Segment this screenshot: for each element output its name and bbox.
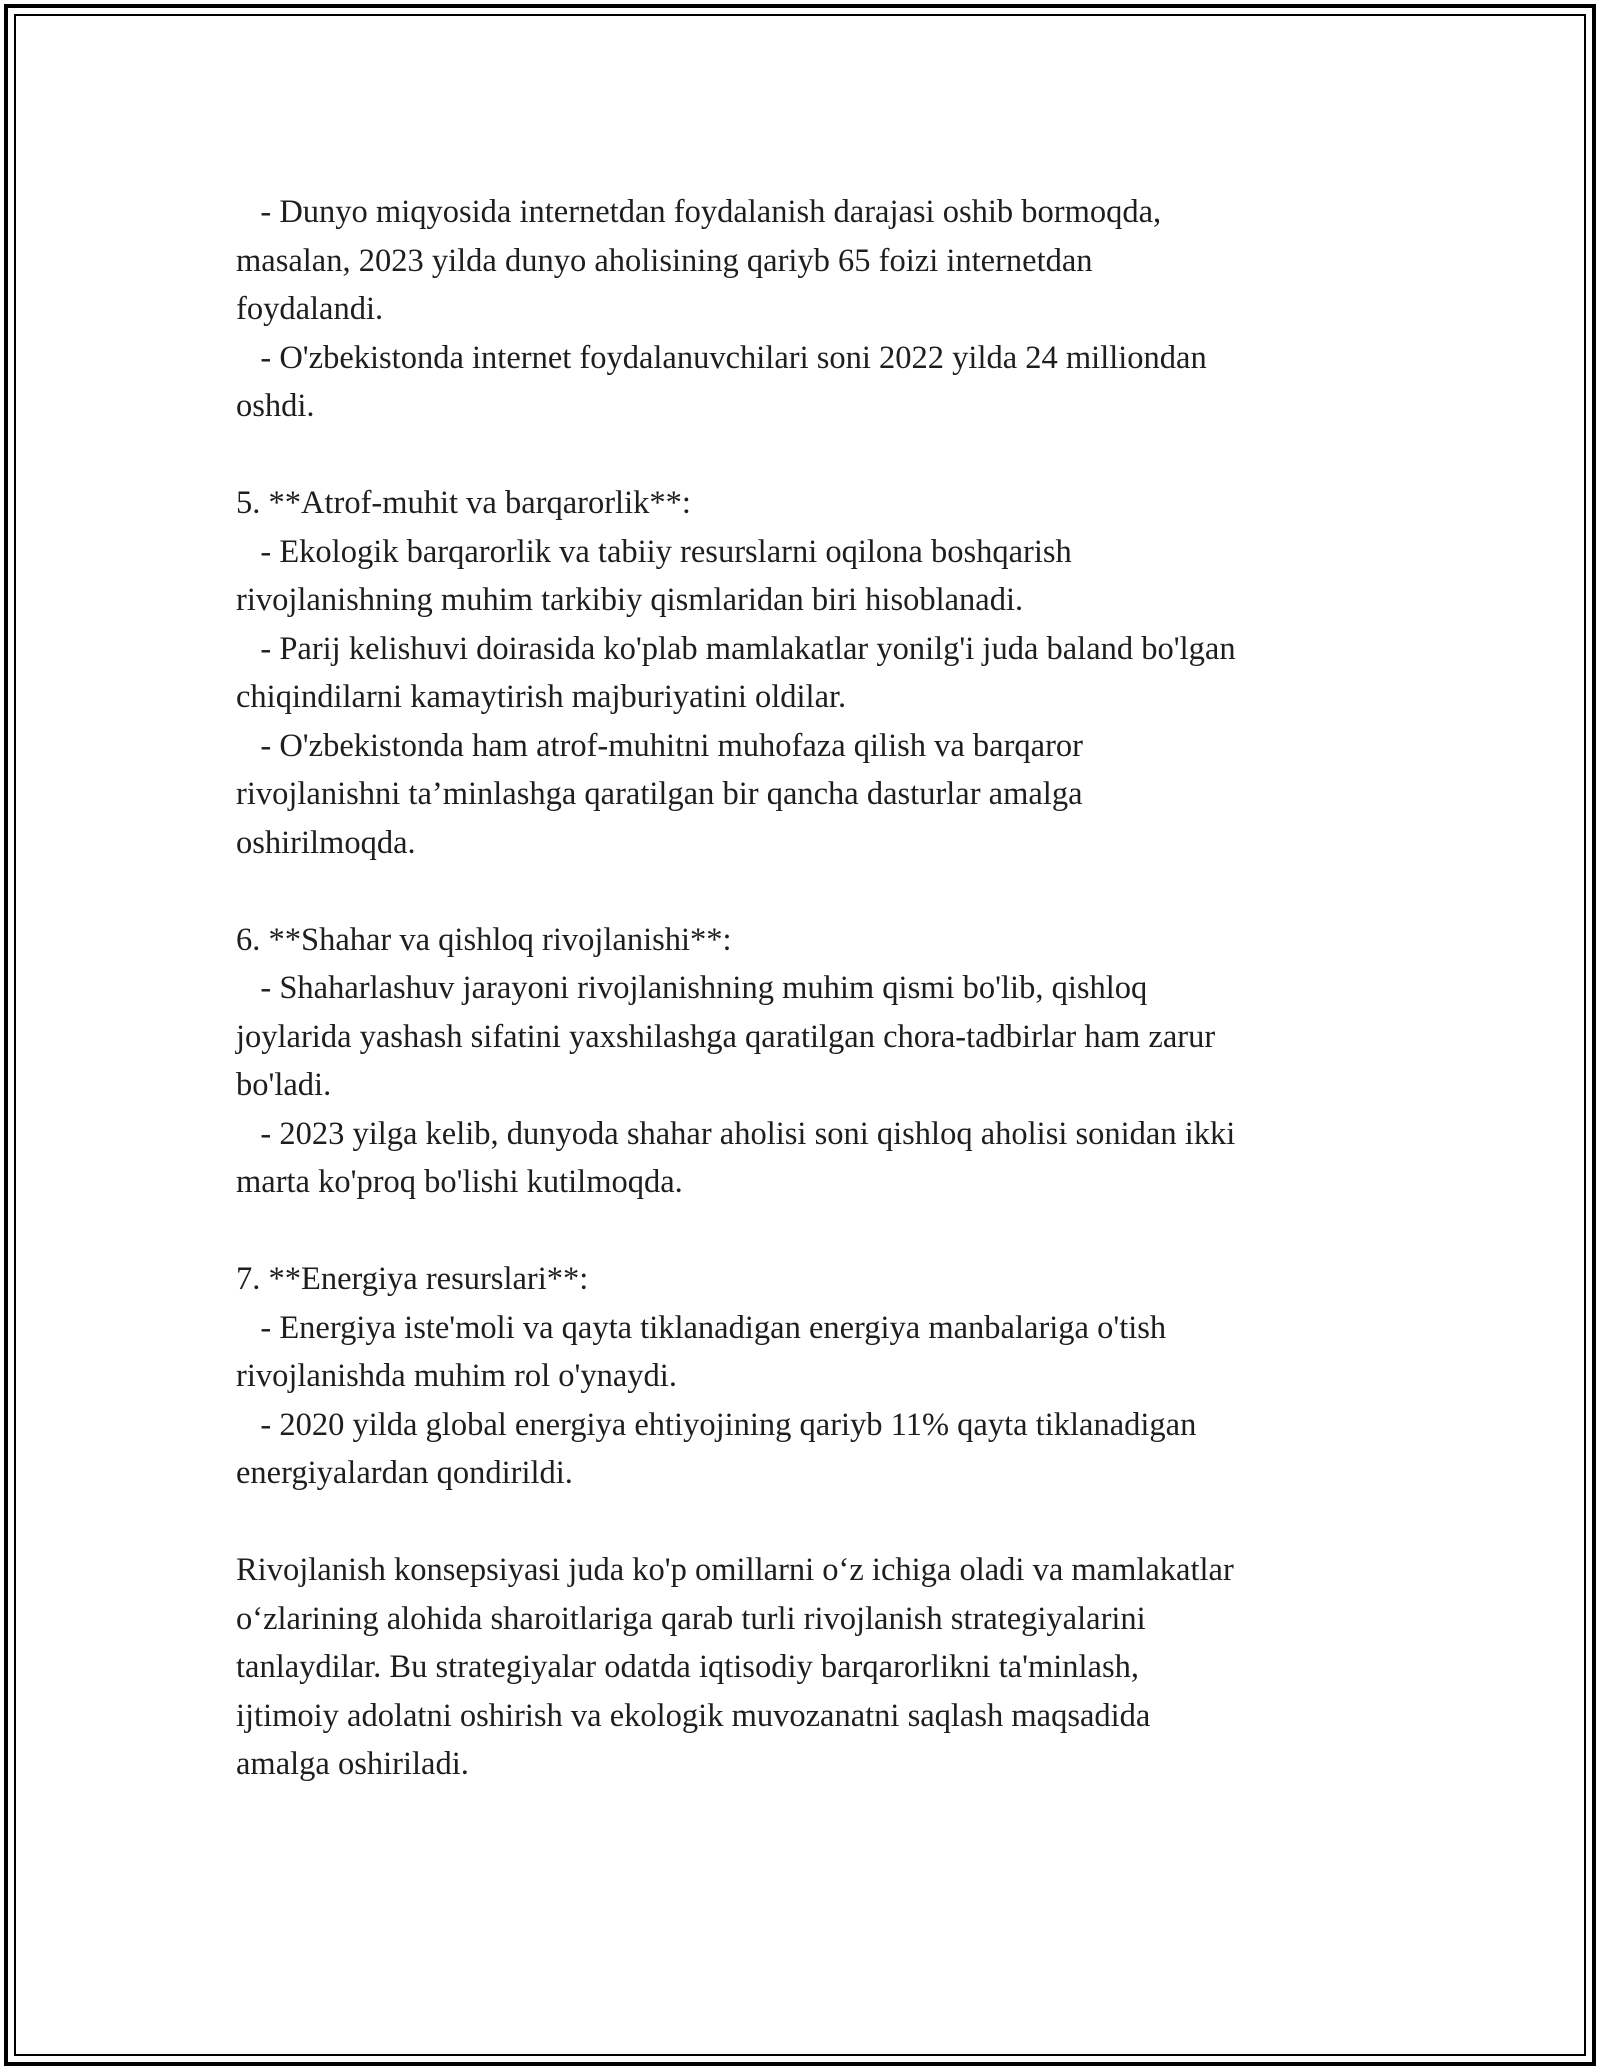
text-line: - Shaharlashuv jarayoni rivojlanishning muhim qismi bo'lib, qishloq (236, 970, 1148, 1006)
text-line: o‘zlarining alohida sharoitlariga qarab turli rivojlanish strategiyalarini (236, 1600, 1146, 1637)
text-line: tanlaydilar. Bu strategiyalar odatda iqtisodiy barqarorlikni ta'minlash, (236, 1649, 1139, 1685)
text-line: oshdi. (236, 388, 315, 424)
text-line: - O'zbekistonda ham atrof-muhitni muhofaza qilish va barqaror (236, 727, 1083, 764)
text-line: 6. **Shahar va qishloq rivojlanishi**: (236, 921, 732, 958)
text-line: 7. **Energiya resurslari**: (236, 1261, 589, 1297)
paragraph-gap (236, 867, 1396, 916)
text-line: marta ko'proq bo'lishi kutilmoqda. (236, 1164, 683, 1200)
paragraph-gap (236, 431, 1396, 480)
paragraph-gap (236, 1498, 1396, 1547)
text-line: chiqindilarni kamaytirish majburiyatini oldilar. (236, 679, 847, 715)
text-line: 5. **Atrof-muhit va barqarorlik**: (236, 485, 691, 521)
text-line: - Dunyo miqyosida internetdan foydalanish darajasi oshib bormoqda, (236, 194, 1162, 230)
text-line: - Parij kelishuvi doirasida ko'plab mamlakatlar yonilg'i juda baland bo'lgan (236, 630, 1236, 667)
text-line: foydalandi. (236, 291, 384, 327)
text-line: - 2020 yilda global energiya ehtiyojining qariyb 11% qayta tiklanadigan (236, 1406, 1197, 1443)
text-line: - Ekologik barqarorlik va tabiiy resurslarni oqilona boshqarish (236, 533, 1072, 570)
text-line: masalan, 2023 yilda dunyo aholisining qariyb 65 foizi internetdan (236, 242, 1093, 279)
text-line: - O'zbekistonda internet foydalanuvchilari soni 2022 yilda 24 milliondan (236, 339, 1207, 376)
text-line: rivojlanishda muhim rol o'ynaydi. (236, 1358, 677, 1394)
text-line: Rivojlanish konsepsiyasi juda ko'p omillarni o‘z ichiga oladi va mamlakatlar (236, 1552, 1234, 1588)
text-line: oshirilmoqda. (236, 824, 416, 861)
text-line: - 2023 yilga kelib, dunyoda shahar aholisi soni qishloq aholisi sonidan ikki (236, 1115, 1236, 1152)
text-line: bo'ladi. (236, 1067, 332, 1103)
text-line: rivojlanishni ta’minlashga qaratilgan bir qancha dasturlar amalga (236, 776, 1083, 812)
text-line: rivojlanishning muhim tarkibiy qismlaridan biri hisoblanadi. (236, 582, 1024, 618)
text-line: energiyalardan qondirildi. (236, 1455, 573, 1491)
text-line: - Energiya iste'moli va qayta tiklanadigan energiya manbalariga o'tish (236, 1309, 1167, 1346)
paragraph-gap (236, 1207, 1396, 1256)
text-line: joylarida yashash sifatini yaxshilashga qaratilgan chora-tadbirlar ham zarur (236, 1018, 1216, 1055)
text-line: amalga oshiriladi. (236, 1746, 469, 1782)
text-line: ijtimoiy adolatni oshirish va ekologik muvozanatni saqlash maqsadida (236, 1697, 1151, 1734)
document-body (236, 188, 1396, 1789)
